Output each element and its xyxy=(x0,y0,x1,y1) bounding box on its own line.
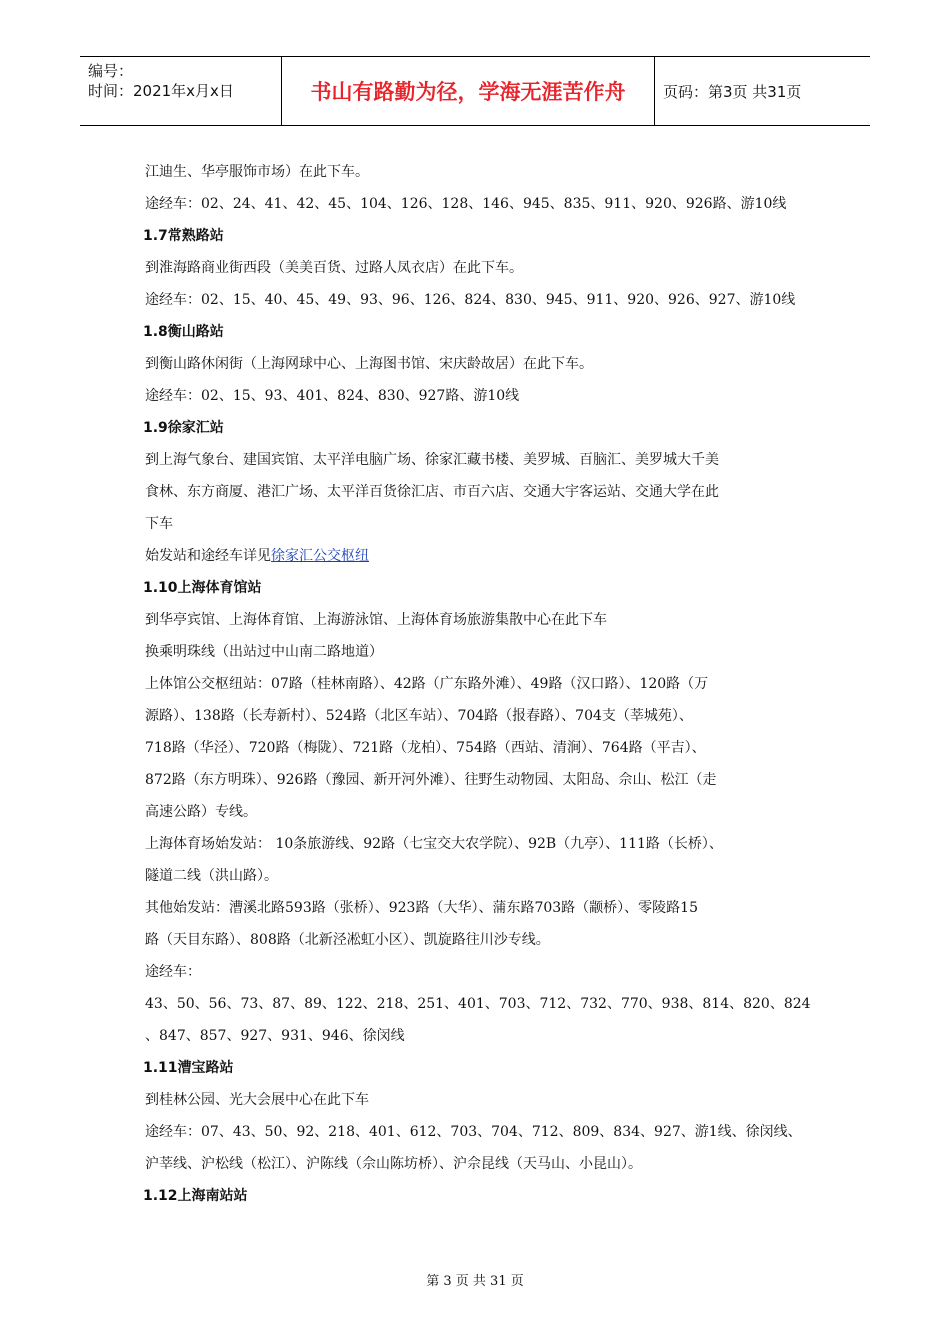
paragraph-line: 718路（华泾）、720路（梅陇）、721路（龙柏）、754路（西站、清涧）、764路（平吉）、 xyxy=(145,740,706,756)
page-header xyxy=(80,56,870,126)
paragraph-line: 到上海气象台、建国宾馆、太平洋电脑广场、徐家汇藏书楼、美罗城、百脑汇、美罗城大千美 xyxy=(145,452,719,468)
header-page-label: 页码：第3页 共31页 xyxy=(663,82,802,101)
section-heading: 1.9徐家汇站 xyxy=(143,420,224,436)
paragraph-line: 到华亭宾馆、上海体育馆、上海游泳馆、上海体育场旅游集散中心在此下车 xyxy=(145,612,607,628)
paragraph-line: 43、50、56、73、87、89、122、218、251、401、703、712、732、770、938、814、820、824 xyxy=(145,996,811,1012)
paragraph-line: 途经车：02、15、40、45、49、93、96、126、824、830、945、911、920、926、927、游10线 xyxy=(145,292,796,308)
xujiahui-hub-link[interactable]: 徐家汇公交枢纽 xyxy=(271,548,369,564)
paragraph-line: 上体馆公交枢纽站：07路（桂林南路）、42路（广东路外滩）、49路（汉口路）、120路（万 xyxy=(145,676,709,692)
paragraph-line: 到桂林公园、光大会展中心在此下车 xyxy=(145,1092,369,1108)
paragraph-line: 其他始发站：漕溪北路593路（张桥）、923路（大华）、蒲东路703路（颛桥）、零陵路15 xyxy=(145,900,698,916)
paragraph-line: 途经车：07、43、50、92、218、401、612、703、704、712、809、834、927、游1线、徐闵线、 xyxy=(145,1124,802,1140)
section-heading: 1.10上海体育馆站 xyxy=(143,580,262,596)
paragraph-line: 下车 xyxy=(145,516,173,532)
paragraph-line: 隧道二线（洪山路）。 xyxy=(145,868,278,884)
paragraph-line xyxy=(145,540,825,572)
link-prefix: 始发站和途经车详见 xyxy=(145,548,271,564)
document-body xyxy=(145,156,825,1212)
number-label: 编号： xyxy=(88,62,134,80)
paragraph-line: 高速公路）专线。 xyxy=(145,804,257,820)
paragraph-line: 到衡山路休闲街（上海网球中心、上海图书馆、宋庆龄故居）在此下车。 xyxy=(145,356,593,372)
page-footer: 第 3 页 共 31 页 xyxy=(426,1274,524,1289)
section-heading: 1.12上海南站站 xyxy=(143,1188,248,1204)
paragraph-line: 换乘明珠线（出站过中山南二路地道） xyxy=(145,644,383,660)
section-heading: 1.11漕宝路站 xyxy=(143,1060,234,1076)
header-meta xyxy=(80,57,282,125)
paragraph-line: 食林、东方商厦、港汇广场、太平洋百货徐汇店、市百六店、交通大宇客运站、交通大学在此 xyxy=(145,484,719,500)
paragraph-line: 、847、857、927、931、946、徐闵线 xyxy=(145,1028,405,1044)
paragraph-line: 途经车：02、15、93、401、824、830、927路、游10线 xyxy=(145,388,520,404)
paragraph-line: 江迪生、华亭服饰市场）在此下车。 xyxy=(145,164,369,180)
paragraph-line: 872路（东方明珠）、926路（豫园、新开河外滩）、往野生动物园、太阳岛、佘山、松江（走 xyxy=(145,772,717,788)
paragraph-line: 途经车： xyxy=(145,964,201,980)
paragraph-line: 源路）、138路（长寿新村）、524路（北区车站）、704路（报春路）、704支（莘城苑）、 xyxy=(145,708,693,724)
paragraph-line: 上海体育场始发站： 10条旅游线、92路（七宝交大农学院）、92B（九亭）、111路（长桥）、 xyxy=(145,836,723,852)
paragraph-line: 到淮海路商业街西段（美美百货、过路人凤衣店）在此下车。 xyxy=(145,260,523,276)
header-motto: 书山有路勤为径，学海无涯苦作舟 xyxy=(282,57,655,125)
paragraph-line: 沪莘线、沪松线（松江）、沪陈线（佘山陈坊桥）、沪佘昆线（天马山、小昆山）。 xyxy=(145,1156,642,1172)
section-heading: 1.8衡山路站 xyxy=(143,324,224,340)
time-label: 时间：2021年x月x日 xyxy=(88,82,234,100)
paragraph-line: 路（天目东路）、808路（北新泾凇虹小区）、凯旋路往川沙专线。 xyxy=(145,932,550,948)
section-heading: 1.7常熟路站 xyxy=(143,228,224,244)
paragraph-line: 途经车：02、24、41、42、45、104、126、128、146、945、835、911、920、926路、游10线 xyxy=(145,196,787,212)
